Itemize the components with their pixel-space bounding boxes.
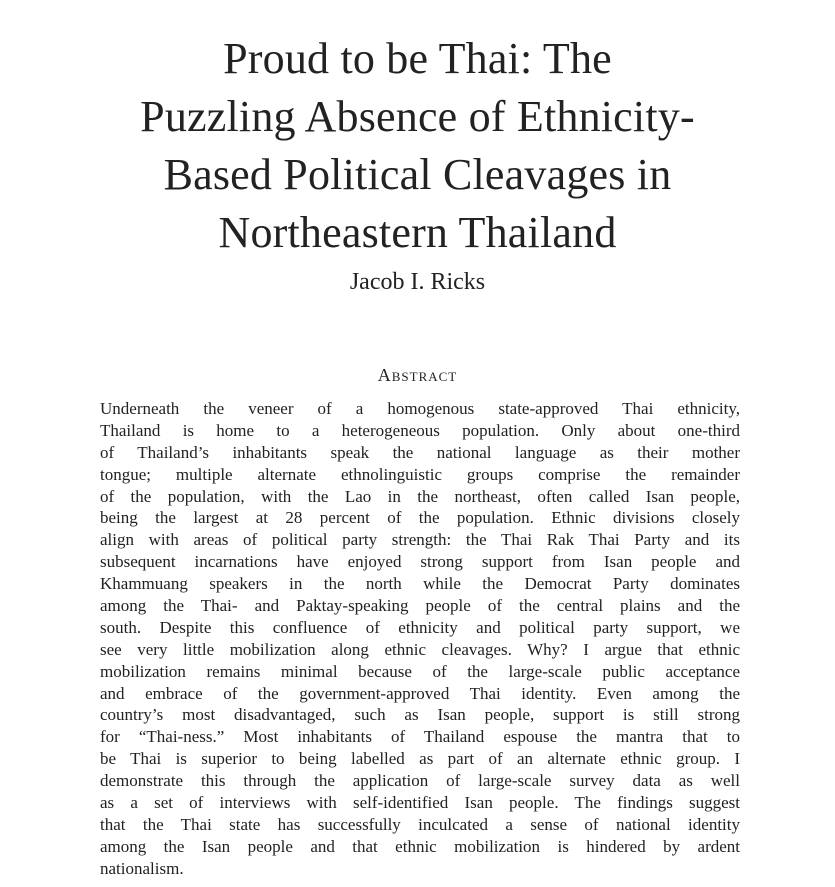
title-line: Proud to be Thai: The xyxy=(223,34,612,83)
abstract-line: south. Despite this confluence of ethnicity and political party support, we xyxy=(100,617,740,637)
abstract-line: being the largest at 28 percent of the population. Ethnic divisions closely xyxy=(100,508,740,528)
abstract-line: see very little mobilization along ethnic cleavages. Why? I argue that ethnic xyxy=(100,639,740,659)
abstract-line: and embrace of the government-approved Thai identity. Even among the xyxy=(100,683,740,703)
abstract-line: Thailand is home to a heterogeneous population. Only about one-third xyxy=(100,420,740,440)
abstract-line: among the Isan people and that ethnic mobilization is hindered by ardent xyxy=(100,836,740,856)
abstract-line: demonstrate this through the application of large-scale survey data as well xyxy=(100,771,740,791)
paper-title xyxy=(40,30,795,262)
abstract-line: mobilization remains minimal because of the large-scale public acceptance xyxy=(100,661,740,681)
abstract-line: nationalism. xyxy=(100,858,184,878)
abstract-line: as a set of interviews with self-identified Isan people. The findings suggest xyxy=(100,793,740,813)
title-line: Northeastern Thailand xyxy=(218,208,617,257)
abstract-heading: Abstract xyxy=(377,365,458,385)
abstract-body xyxy=(100,398,740,880)
abstract-line: align with areas of political party strength: the Thai Rak Thai Party and its xyxy=(100,530,740,550)
abstract-line: of Thailand’s inhabitants speak the national language as their mother xyxy=(100,442,740,462)
author-name: Jacob I. Ricks xyxy=(349,269,486,295)
abstract-line: be Thai is superior to being labelled as part of an alternate ethnic group. I xyxy=(100,749,740,769)
abstract-line: country’s most disadvantaged, such as Isan people, support is still strong xyxy=(100,705,740,725)
title-line: Puzzling Absence of Ethnicity- xyxy=(140,92,695,141)
abstract-line: that the Thai state has successfully inculcated a sense of national identity xyxy=(100,814,740,834)
abstract-line: tongue; multiple alternate ethnolinguistic groups comprise the remainder xyxy=(100,464,740,484)
abstract-line: Khammuang speakers in the north while the Democrat Party dominates xyxy=(100,574,740,594)
abstract-line: of the population, with the Lao in the northeast, often called Isan people, xyxy=(100,486,740,506)
abstract-line: among the Thai- and Paktay-speaking people of the central plains and the xyxy=(100,596,740,616)
abstract-line: subsequent incarnations have enjoyed strong support from Isan people and xyxy=(100,552,740,572)
abstract-line: for “Thai-ness.” Most inhabitants of Thailand espouse the mantra that to xyxy=(100,727,740,747)
abstract-line: Underneath the veneer of a homogenous state-approved Thai ethnicity, xyxy=(100,399,740,418)
title-line: Based Political Cleavages in xyxy=(163,150,672,199)
